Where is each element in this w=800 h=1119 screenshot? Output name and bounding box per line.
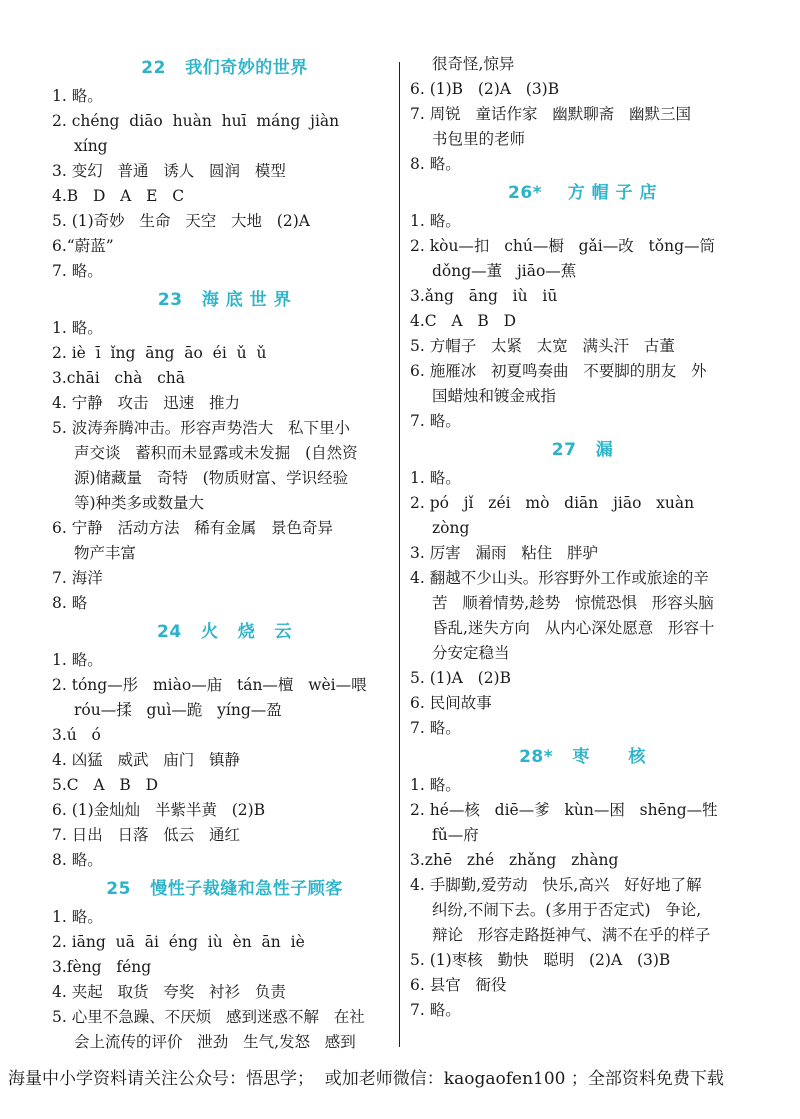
answer-line: 4. 翻越不少山头。形容野外工作或旅途的辛	[410, 569, 709, 587]
answer-line: 6. (1)B (2)A (3)B	[410, 80, 560, 98]
section-title: 28* 枣 核	[519, 747, 646, 767]
answer-line: 2. kòu—扣 chú—橱 gǎi—改 tǒng—筒	[410, 237, 715, 255]
answer-line: 1. 略。	[410, 212, 461, 230]
answer-line: 4. 宁静 攻击 迅速 推力	[52, 394, 241, 412]
answer-line: 3.ú ó	[52, 726, 101, 744]
answer-line: 2. iāng uā āi éng iù èn ān iè	[52, 933, 305, 951]
section-title: 23 海 底 世 界	[157, 290, 292, 310]
answer-line: 3.chāi chà chā	[52, 369, 186, 387]
answer-line: 4. 夹起 取货 夸奖 衬衫 负责	[52, 983, 286, 1001]
answer-line: 6. 施雁冰 初夏鸣奏曲 不要脚的朋友 外	[410, 362, 707, 380]
answer-line: 8. 略。	[410, 155, 461, 173]
left-column	[52, 52, 397, 1055]
footer-notice: 海量中小学资料请关注公众号：悟思学； 或加老师微信：kaogaofen100 ；全部资料免费下载	[8, 1069, 724, 1089]
answer-line: 1. 略。	[52, 87, 103, 105]
answer-continuation: 国蜡烛和镀金戒指	[432, 387, 557, 405]
answer-line: 3. 变幻 普通 诱人 圆润 模型	[52, 162, 286, 180]
answer-line: 5. (1)奇妙 生命 天空 大地 (2)A	[52, 212, 310, 230]
answer-continuation: zòng	[432, 519, 470, 537]
answer-line: 6. (1)金灿灿 半紫半黄 (2)B	[52, 801, 266, 819]
answer-continuation: 声交谈 蓄积而未显露或未发掘 (自然资	[74, 444, 358, 462]
answer-line: 5. 波涛奔腾冲击。形容声势浩大 私下里小	[52, 419, 350, 437]
answer-line: 4. 凶猛 威武 庙门 镇静	[52, 751, 241, 769]
answer-line: 4.C A B D	[410, 312, 517, 330]
answer-line: 3.fèng féng	[52, 958, 152, 976]
section-title: 25 慢性子裁缝和急性子顾客	[106, 879, 343, 899]
answer-line: 5. 方帽子 太紧 太宽 满头汗 古董	[410, 337, 675, 355]
answer-line: 7. 略。	[52, 262, 103, 280]
answer-line: 7. 海洋	[52, 569, 103, 587]
answer-continuation: 辩论 形容走路挺神气、满不在乎的样子	[432, 926, 711, 944]
answer-line: 6. 民间故事	[410, 694, 492, 712]
answer-line: 3.zhē zhé zhǎng zhàng	[410, 851, 619, 869]
answer-line: 4. 手脚勤,爱劳动 快乐,高兴 好好地了解	[410, 876, 702, 894]
answer-continuation: 等)种类多或数量大	[74, 494, 205, 512]
answer-line: 7. 日出 日落 低云 通红	[52, 826, 241, 844]
answer-line: 2. tóng—彤 miào—庙 tán—檀 wèi—喂	[52, 676, 367, 694]
right-column	[410, 52, 755, 1023]
answer-line: 2. hé—核 diē—爹 kùn—困 shēng—牲	[410, 801, 718, 819]
answer-line: 5. (1)A (2)B	[410, 669, 511, 687]
answer-continuation: xíng	[74, 137, 108, 155]
answer-line: 3. 厉害 漏雨 粘住 胖驴	[410, 544, 599, 562]
answer-line: 5. 心里不急躁、不厌烦 感到迷惑不解 在社	[52, 1008, 365, 1026]
section-title: 27 漏	[551, 440, 614, 460]
section-title: 24 火 烧 云	[157, 622, 292, 642]
answer-line: 1. 略。	[52, 651, 103, 669]
answer-line: 7. 周锐 童话作家 幽默聊斋 幽默三国	[410, 105, 692, 123]
answer-line: 1. 略。	[52, 319, 103, 337]
answer-line: 6.“蔚蓝”	[52, 237, 114, 255]
answer-line: 7. 略。	[410, 1001, 461, 1019]
answer-continuation: 纠纷,不闹下去。(多用于否定式) 争论,	[432, 901, 702, 919]
answer-line: 1. 略。	[410, 776, 461, 794]
column-divider	[399, 62, 400, 1047]
answer-continuation: dǒng—董 jiāo—蕉	[432, 262, 577, 280]
answer-line: 6. 宁静 活动方法 稀有金属 景色奇异	[52, 519, 334, 537]
answer-continuation: 昏乱,迷失方向 从内心深处愿意 形容十	[432, 619, 715, 637]
answer-continuation: 物产丰富	[74, 544, 137, 562]
answer-continuation: 很奇怪,惊异	[432, 55, 515, 73]
answer-line: 2. pó jǐ zéi mò diān jiāo xuàn	[410, 494, 695, 512]
answer-line: 7. 略。	[410, 412, 461, 430]
section-title: 26* 方 帽 子 店	[508, 183, 657, 203]
answer-line: 7. 略。	[410, 719, 461, 737]
answer-line: 5.C A B D	[52, 776, 159, 794]
answer-line: 1. 略。	[410, 469, 461, 487]
answer-continuation: 会上流传的评价 泄劲 生气,发怒 感到	[74, 1033, 356, 1051]
answer-line: 5. (1)枣核 勤快 聪明 (2)A (3)B	[410, 951, 671, 969]
answer-line: 1. 略。	[52, 908, 103, 926]
answer-line: 6. 县官 衙役	[410, 976, 507, 994]
answer-continuation: róu—揉 guì—跪 yíng—盈	[74, 701, 282, 719]
answer-continuation: fǔ—府	[432, 826, 479, 844]
answer-continuation: 源)储藏量 奇特 (物质财富、学识经验	[74, 469, 349, 487]
section-title: 22 我们奇妙的世界	[141, 58, 308, 78]
answer-line: 4.B D A E C	[52, 187, 185, 205]
answer-line: 8. 略	[52, 594, 88, 612]
answer-line: 2. iè ī ǐng āng āo éi ǔ ǔ	[52, 344, 267, 362]
answer-continuation: 苦 顺着情势,趁势 惊慌恐惧 形容头脑	[432, 594, 714, 612]
answer-line: 8. 略。	[52, 851, 103, 869]
answer-line: 3.ǎng āng iù iū	[410, 287, 558, 305]
answer-line: 2. chéng diāo huàn huī máng jiàn	[52, 112, 340, 130]
answer-continuation: 书包里的老师	[432, 130, 526, 148]
answer-continuation: 分安定稳当	[432, 644, 510, 662]
